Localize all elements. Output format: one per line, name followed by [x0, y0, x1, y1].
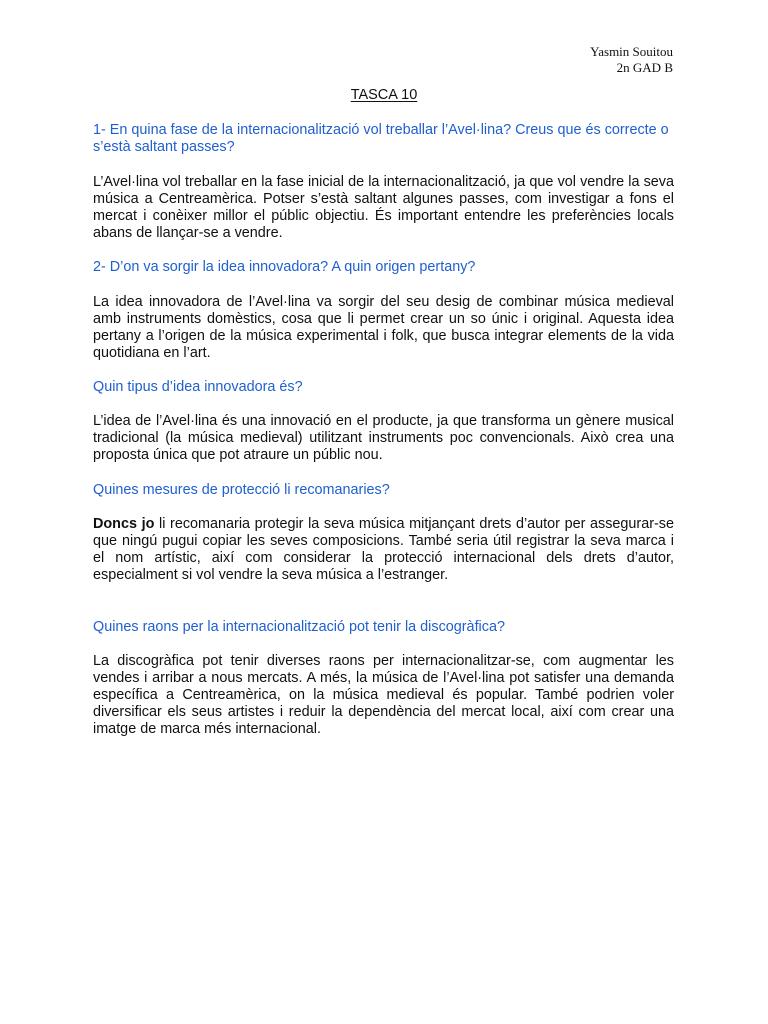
question-1: 1- En quina fase de la internacionalització vol treballar l’Avel·lina? Creus que és correcte o s’està saltant passes?: [93, 122, 669, 155]
author-name: Yasmin Souitou: [590, 44, 673, 59]
answer-4: [93, 516, 674, 584]
answer-1: L’Avel·lina vol treballar en la fase inicial de la internacionalització, ja que vol vendre la seva música a Centreamèrica. Potser s’està saltant algunes passes, com investigar a fons el mercat i conèixer millor el públic objectiu. És important entendre les preferències locals abans de llançar-se a vendre.: [93, 174, 674, 241]
answer-2: La idea innovadora de l’Avel·lina va sorgir del seu desig de combinar música medieval amb instruments domèstics, cosa que li permet crear un so únic i original. Aquesta idea pertany a l’origen de la música experimental i folk, que busca integrar elements de la vida quotidiana en l’art.: [93, 294, 674, 361]
author-block: [590, 44, 673, 76]
question-4: Quines mesures de protecció li recomanaries?: [93, 482, 390, 498]
answer-5: La discogràfica pot tenir diverses raons per internacionalitzar-se, com augmentar les vendes i arribar a nous mercats. A més, la música de l’Avel·lina pot satisfer una demanda específica a Centreamèrica, on la música medieval és popular. També podrien voler diversificar els seus artistes i reduir la dependència del mercat local, així com crear una imatge de marca més internacional.: [93, 653, 674, 737]
question-5: Quines raons per la internacionalització pot tenir la discogràfica?: [93, 619, 505, 635]
document-title: [0, 86, 768, 104]
answer-4-text: li recomanaria protegir la seva música mitjançant drets d’autor per assegurar-se que ningú pugui copiar les seves composicions. També seria útil registrar la seva marca i el nom artístic, així com considerar la protecció internacional dels drets d’autor, especialment si vol vendre la seva música a l’estranger.: [93, 516, 674, 583]
question-2: 2- D’on va sorgir la idea innovadora? A quin origen pertany?: [93, 259, 476, 275]
answer-4-bold-lead: Doncs jo: [93, 516, 155, 532]
question-3: Quin tipus d’idea innovadora és?: [93, 379, 303, 395]
author-class: 2n GAD B: [616, 60, 673, 75]
document-title-text: TASCA 10: [350, 87, 418, 103]
answer-3: L’idea de l’Avel·lina és una innovació en el producte, ja que transforma un gènere musical tradicional (la música medieval) utilitzant instruments poc convencionals. Això crea una proposta única que pot atraure un públic nou.: [93, 413, 674, 463]
